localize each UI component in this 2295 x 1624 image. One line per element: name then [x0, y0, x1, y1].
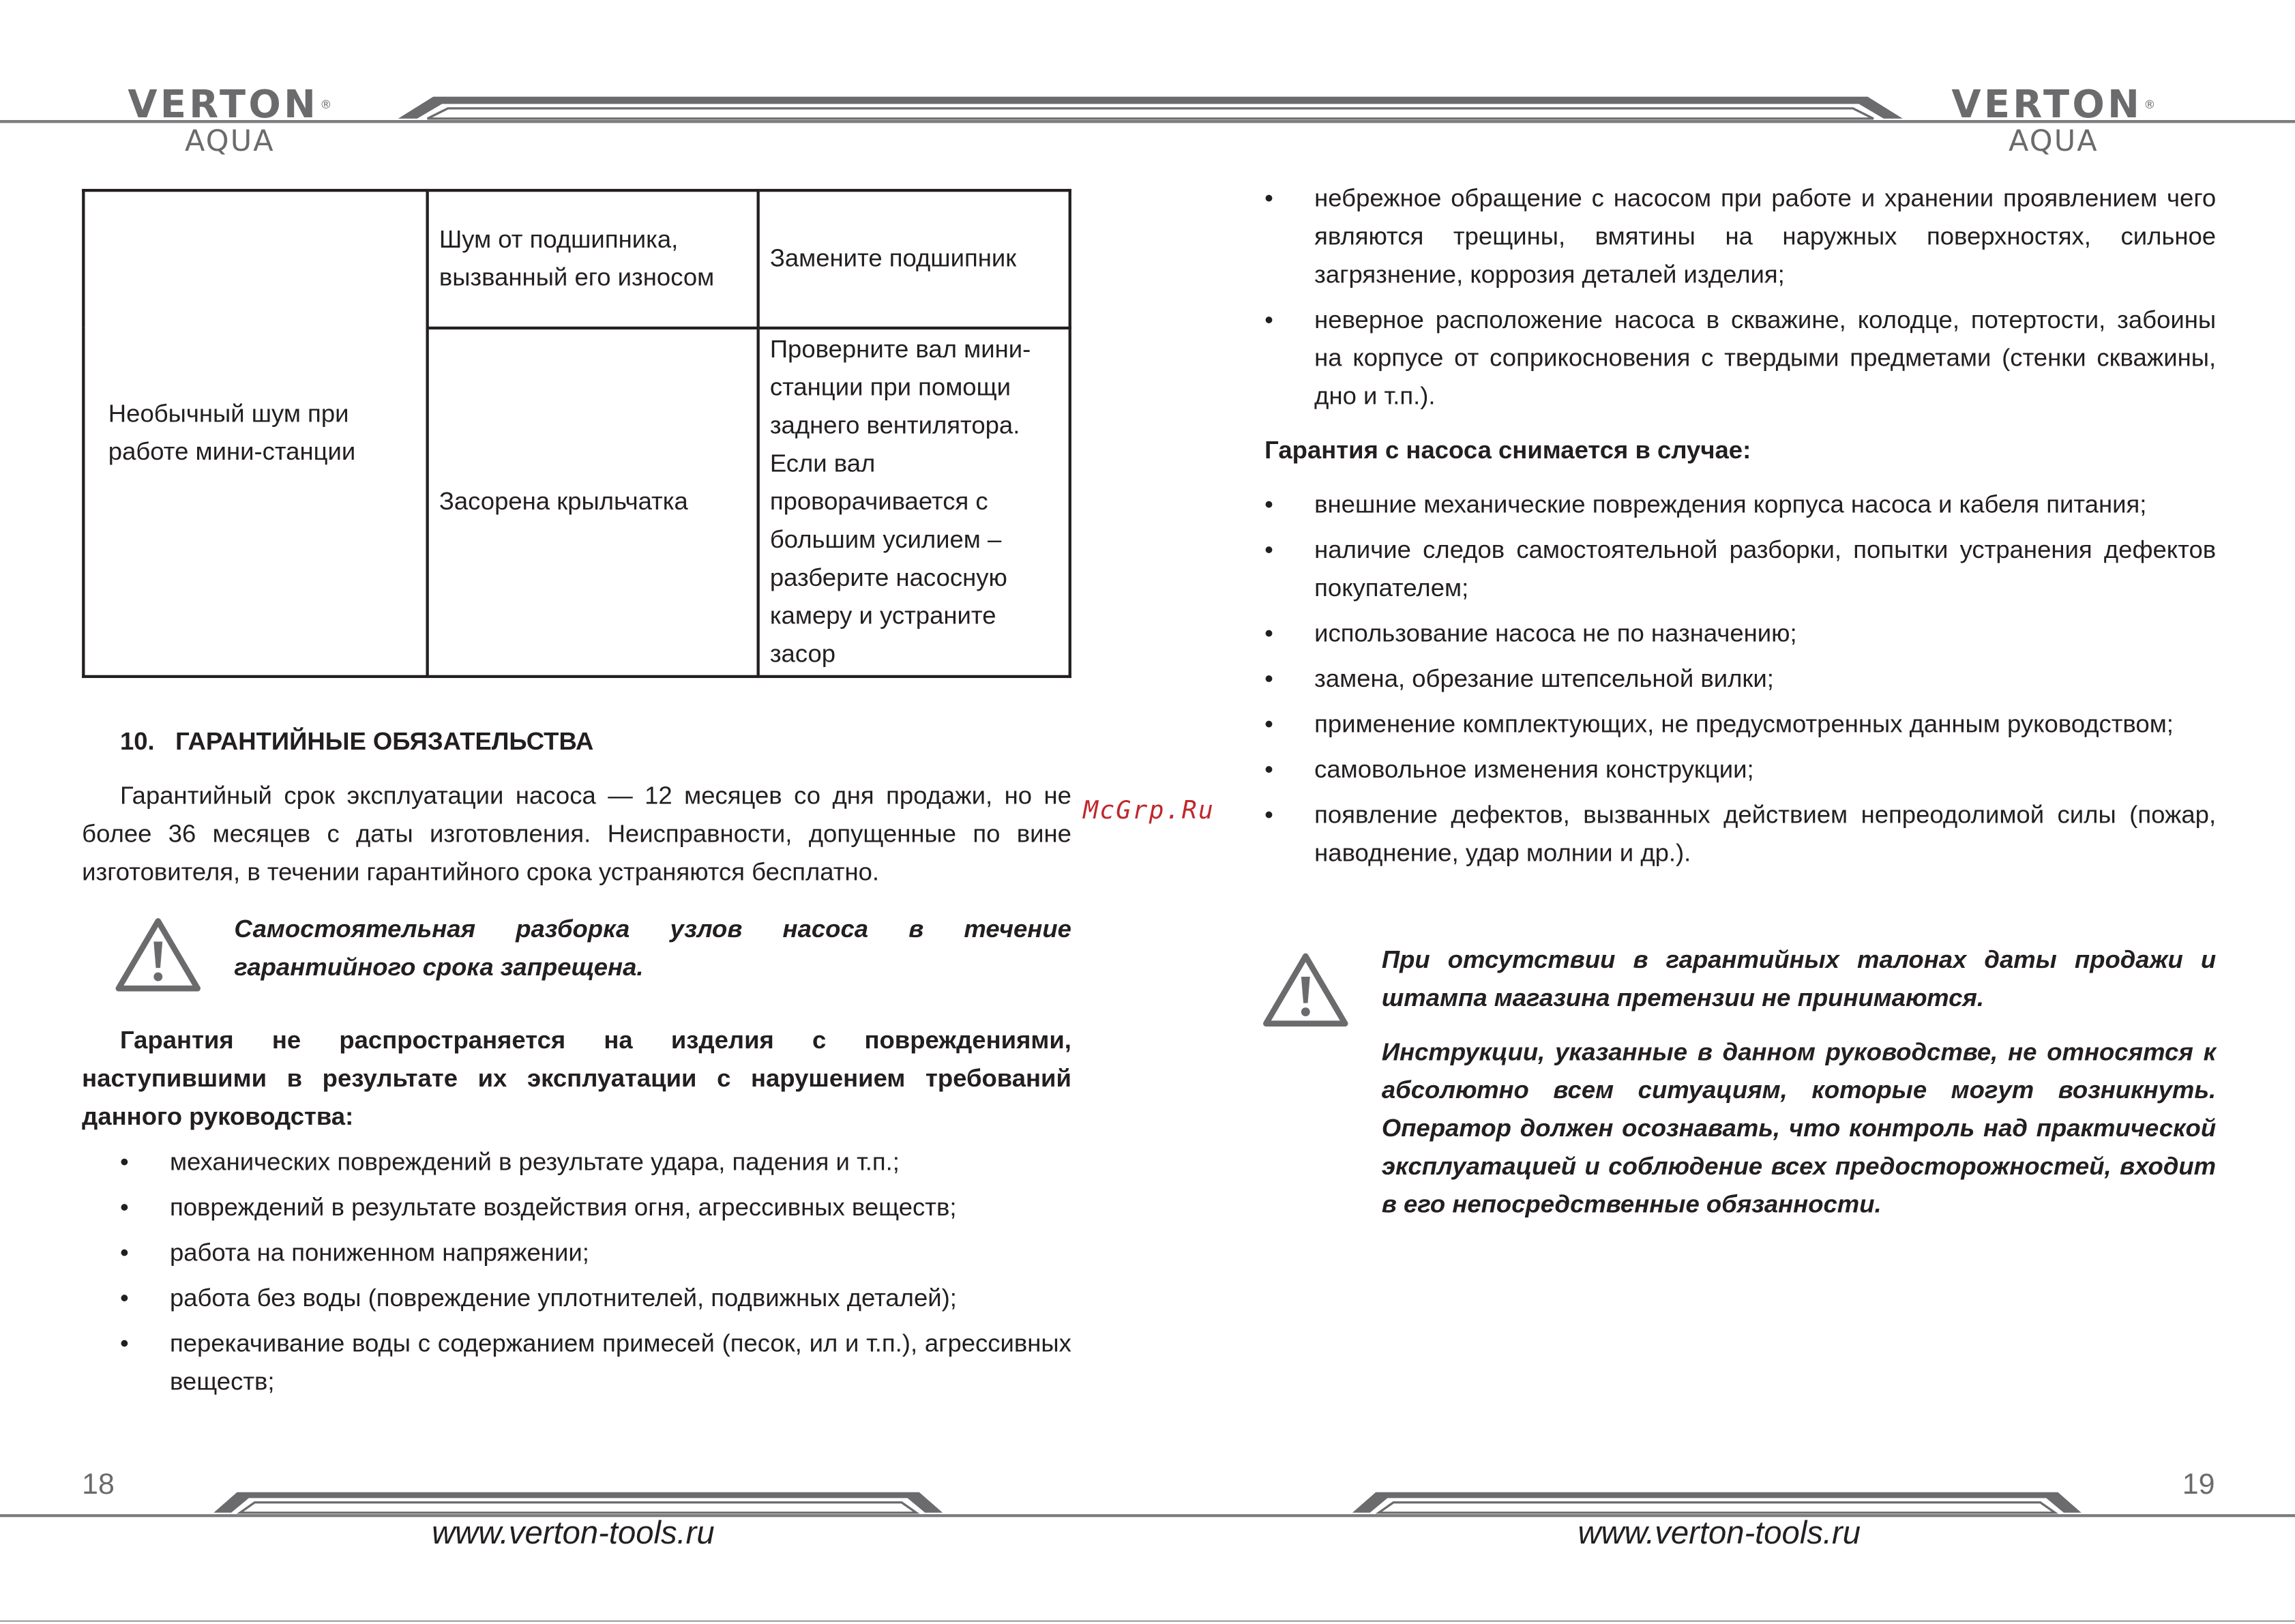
list-item: • самовольное изменения конструкции;	[1264, 751, 2216, 789]
table-row	[83, 190, 1069, 328]
footer-bar-left-inner	[240, 1503, 916, 1513]
list-item: • работа на пониженном напряжении;	[120, 1235, 1071, 1273]
list-item: • применение комплектующих, не предусмотренных данным руководством;	[1264, 706, 2216, 744]
page-number-right: 19	[2182, 1468, 2215, 1501]
not-covered-heading: Гарантия не распространяется на изделия с повреждениями, наступившими в результате их эксплуатации с нарушением требований данного руководства:	[82, 1027, 1071, 1131]
warning-coupons: При отсутствии в гарантийных талонах даты продажи и штампа магазина претензии не принимаются.	[1381, 945, 2217, 1012]
list-item: • внешние механические повреждения корпуса насоса и кабеля питания;	[1264, 486, 2216, 525]
list-item: • небрежное обращение с насосом при работе и хранении проявлением чего являются трещины, вмятины на наружных поверхностях, сильное загрязнение, коррозия деталей изделия;	[1264, 180, 2216, 294]
warranty-removed-list	[1264, 486, 2216, 881]
warranty-removed-heading: Гарантия с насоса снимается в случае:	[1264, 436, 1751, 464]
cause-cell: Засорена крыльчатка	[428, 328, 758, 677]
warning-responsibility: Инструкции, указанные в данном руководстве, не относятся к абсолютно всем ситуациям, которые могут возникнуть. Оператор должен осознавать, что контроль над практической эксплуатацией и соблюдение всех предосторожностей, входит в его непосредственные обязанности.	[1381, 1038, 2217, 1219]
footer-bar-right-inner	[1379, 1503, 2055, 1513]
list-item: • использование насоса не по назначению;	[1264, 615, 2216, 653]
list-item: • механических повреждений в результате удара, падения и т.п.;	[120, 1144, 1071, 1182]
warning-disassembly: Самостоятельная разборка узлов насоса в течение гарантийного срока запрещена.	[234, 915, 1071, 981]
cause-cell: Шум от подшипника, вызванный его износом	[428, 190, 758, 328]
list-item: • замена, обрезание штепсельной вилки;	[1264, 660, 2216, 698]
troubleshooting-table	[82, 189, 1071, 678]
brand-logo-left	[106, 85, 355, 156]
brand-sub: AQUA	[185, 123, 275, 158]
problem-cell: Необычный шум при работе мини-станции	[83, 190, 427, 677]
list-item: • наличие следов самостоятельной разборки, попытки устранения дефектов покупателем;	[1264, 531, 2216, 608]
warning-triangle-icon	[1262, 952, 1350, 1029]
warranty-intro: Гарантийный срок эксплуатации насоса — 12 месяцев со дня продажи, но не более 36 месяцев с даты изготовления. Неисправности, допущенные по вине изготовителя, в течении гарантийного срока устраняются бесплатно.	[82, 782, 1071, 886]
warning-triangle-icon	[114, 917, 202, 993]
header-bar-inner	[428, 108, 1874, 119]
brand-name: VERTON ®	[128, 83, 332, 128]
list-item: • появление дефектов, вызванных действием непреодолимой силы (пожар, наводнение, удар молнии и др.).	[1264, 797, 2216, 873]
section-title: 10. ГАРАНТИЙНЫЕ ОБЯЗАТЕЛЬСТВА	[119, 728, 594, 756]
list-item: • перекачивание воды с содержанием примесей (песок, ил и т.п.), агрессивных веществ;	[120, 1325, 1071, 1402]
list-item: • неверное расположение насоса в скважине, колодце, потертости, забоины на корпусе от соприкосновения с твердыми предметами (стенки скважины, дно и т.п.).	[1264, 301, 2216, 415]
footer-url-right[interactable]: www.verton-tools.ru	[1578, 1514, 1861, 1551]
list-item: • работа без воды (повреждение уплотнителей, подвижных деталей);	[120, 1280, 1071, 1318]
brand-sub: AQUA	[2009, 123, 2099, 158]
fix-cell: Замените подшипник	[758, 190, 1070, 328]
not-covered-list	[120, 1144, 1071, 1409]
fix-cell: Проверните вал мини-станции при помощи заднего вентилятора. Если вал проворачивается с большим усилием – разберите насосную камеру и устраните засор	[758, 328, 1070, 677]
brand-name: VERTON ®	[1951, 83, 2156, 128]
damage-list	[1264, 180, 2216, 423]
list-item: • повреждений в результате воздействия огня, агрессивных веществ;	[120, 1189, 1071, 1227]
watermark: McGrp.Ru	[1083, 796, 1215, 826]
footer-url-left[interactable]: www.verton-tools.ru	[432, 1514, 715, 1551]
brand-logo-right	[1929, 85, 2178, 156]
page-number-left: 18	[82, 1468, 115, 1501]
